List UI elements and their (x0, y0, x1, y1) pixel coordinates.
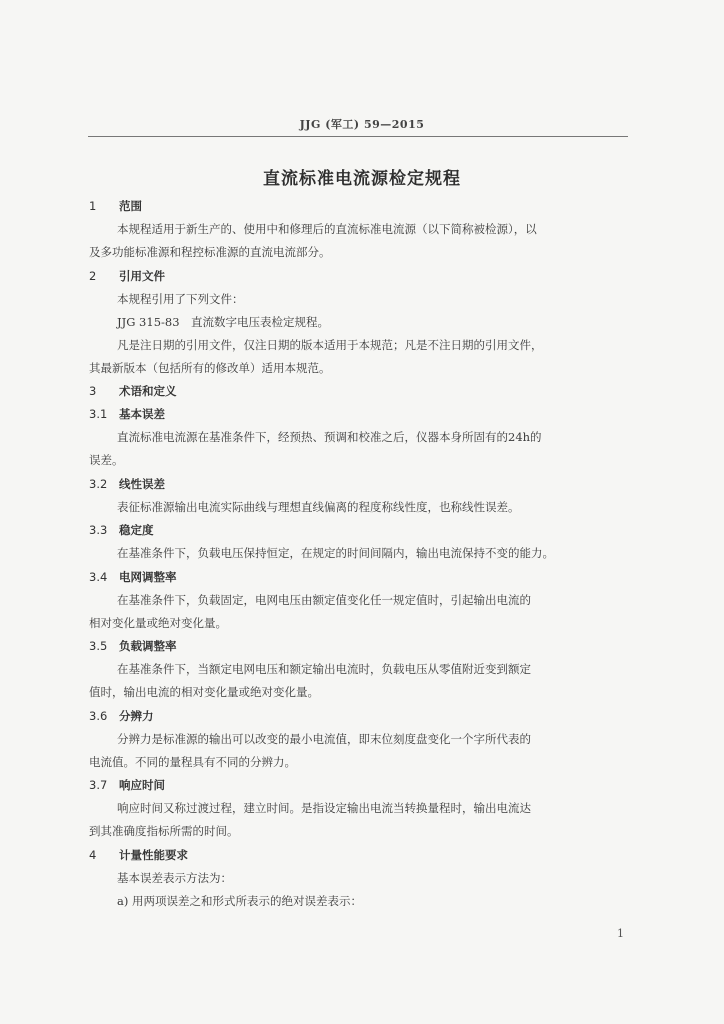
section-title: 基本误差 (119, 407, 165, 421)
section-heading-4 (89, 847, 188, 863)
section-number: 3 (89, 384, 97, 398)
paragraph-line: 在基准条件下，当额定电网电压和额定输出电流时，负载电压从零值附近变到额定 (117, 662, 531, 676)
paragraph-line: 分辨力是标准源的输出可以改变的最小电流值，即末位刻度盘变化一个字所代表的 (117, 732, 531, 746)
paragraph-line: 及多功能标准源和程控标准源的直流电流部分。 (89, 245, 331, 259)
paragraph-line: 响应时间又称过渡过程，建立时间。是指设定输出电流当转换量程时，输出电流达 (117, 801, 531, 815)
subsection-heading-3-4 (89, 569, 177, 585)
section-number: 3.4 (89, 570, 108, 584)
paragraph-line: 直流标准电流源在基准条件下，经预热、预调和校准之后，仪器本身所固有的24h的 (117, 430, 542, 444)
subsection-heading-3-1 (89, 406, 165, 422)
section-number: 3.6 (89, 709, 108, 723)
section-number: 2 (89, 269, 97, 283)
subsection-heading-3-7 (89, 777, 165, 793)
section-number: 3.5 (89, 639, 108, 653)
paragraph-line: 其最新版本（包括所有的修改单）适用本规范。 (89, 361, 331, 375)
page-number: 1 (617, 927, 624, 940)
section-heading-2 (89, 268, 165, 284)
paragraph-line: 本规程引用了下列文件： (117, 292, 244, 306)
paragraph-line: 到其准确度指标所需的时间。 (89, 824, 239, 838)
paragraph-line: 本规程适用于新生产的、使用中和修理后的直流标准电流源（以下简称被检源），以 (117, 222, 537, 236)
subsection-heading-3-6 (89, 708, 154, 724)
paragraph-line: 值时，输出电流的相对变化量或绝对变化量。 (89, 685, 319, 699)
paragraph-line: 在基准条件下，负载固定，电网电压由额定值变化任一规定值时，引起输出电流的 (117, 593, 531, 607)
section-heading-1 (89, 198, 142, 214)
section-number: 3.7 (89, 778, 108, 792)
section-title: 分辨力 (119, 709, 154, 723)
section-title: 范围 (119, 199, 142, 213)
paragraph-line: a) 用两项误差之和形式所表示的绝对误差表示： (117, 894, 362, 908)
section-number: 3.2 (89, 477, 108, 491)
section-title: 计量性能要求 (119, 848, 188, 862)
paragraph-line: 表征标准源输出电流实际曲线与理想直线偏离的程度称线性度，也称线性误差。 (117, 500, 520, 514)
paragraph-line: 电流值。不同的量程具有不同的分辨力。 (89, 755, 296, 769)
subsection-heading-3-5 (89, 638, 177, 654)
section-title: 引用文件 (119, 269, 165, 283)
paragraph-line: 在基准条件下，负载电压保持恒定，在规定的时间间隔内，输出电流保持不变的能力。 (117, 546, 554, 560)
paragraph-line: 凡是注日期的引用文件，仅注日期的版本适用于本规范；凡是不注日期的引用文件， (117, 338, 543, 352)
subsection-heading-3-2 (89, 476, 165, 492)
document-title: 直流标准电流源检定规程 (263, 169, 461, 189)
document-header: JJG (军工) 59—2015 (299, 118, 425, 131)
paragraph-line: JJG 315-83 直流数字电压表检定规程。 (117, 315, 330, 329)
section-title: 稳定度 (119, 523, 154, 537)
section-title: 响应时间 (119, 778, 165, 792)
section-number: 1 (89, 199, 97, 213)
section-title: 电网调整率 (119, 570, 177, 584)
paragraph-line: 误差。 (89, 453, 124, 467)
paragraph-line: 基本误差表示方法为： (117, 871, 232, 885)
header-rule (88, 136, 628, 137)
subsection-heading-3-3 (89, 522, 154, 538)
section-number: 3.1 (89, 407, 108, 421)
section-title: 线性误差 (119, 477, 165, 491)
paragraph-line: 相对变化量或绝对变化量。 (89, 616, 227, 630)
section-number: 4 (89, 848, 97, 862)
section-number: 3.3 (89, 523, 108, 537)
section-heading-3 (89, 383, 177, 399)
section-title: 术语和定义 (119, 384, 177, 398)
section-title: 负载调整率 (119, 639, 177, 653)
